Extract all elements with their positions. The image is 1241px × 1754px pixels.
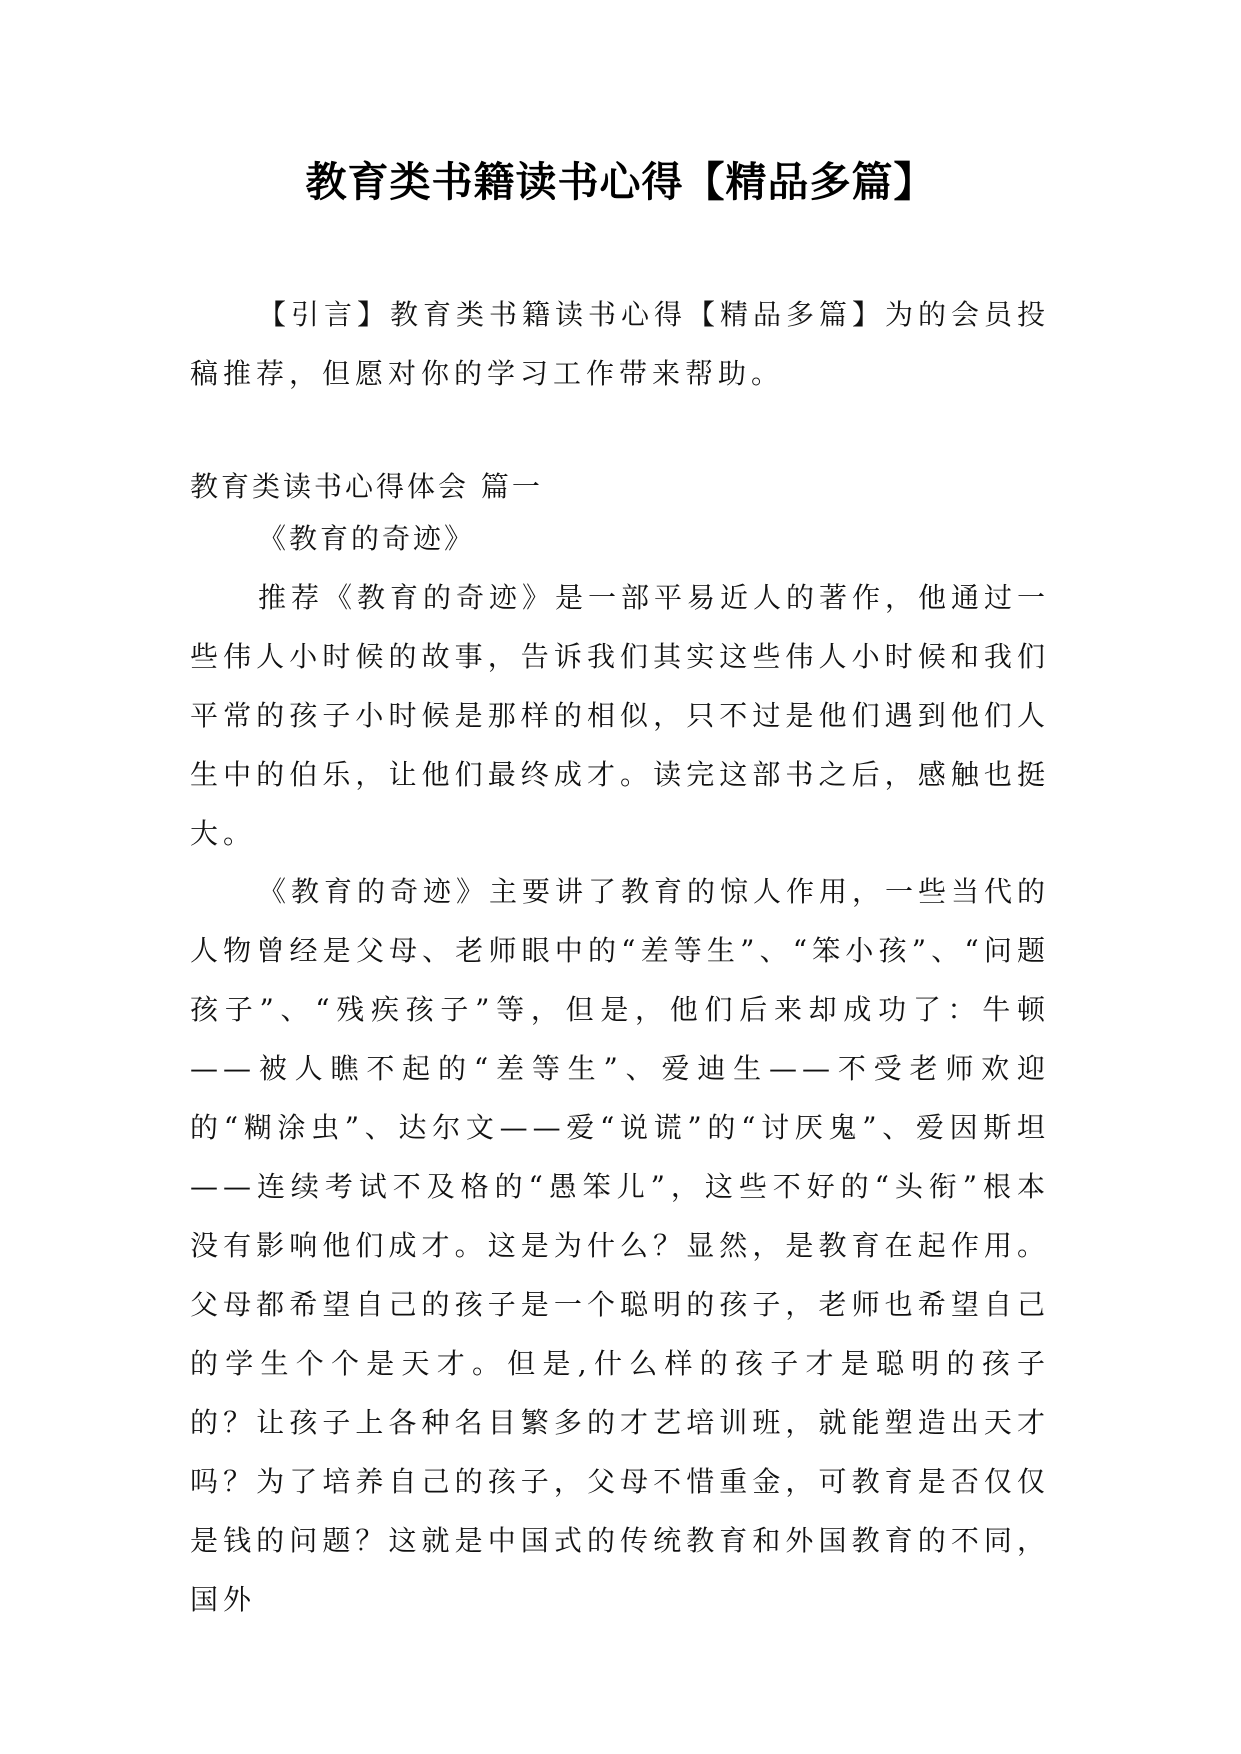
intro-paragraph: 【引言】教育类书籍读书心得【精品多篇】为的会员投稿推荐，但愿对你的学习工作带来帮助。 [190, 298, 1051, 390]
body-paragraph: 推荐《教育的奇迹》是一部平易近人的著作，他通过一些伟人小时候的故事，告诉我们其实这些伟人小时候和我们平常的孩子小时候是那样的相似，只不过是他们遇到他们人生中的伯乐，让他们最终成才。读完这部书之后，感触也挺大。 [190, 581, 1051, 850]
book-title: 《教育的奇迹》 [258, 522, 476, 555]
body-paragraph: 《教育的奇迹》主要讲了教育的惊人作用，一些当代的人物曾经是父母、老师眼中的“差等生”、“笨小孩”、“问题孩子”、“残疾孩子”等，但是，他们后来却成功了：牛顿——被人瞧不起的“差等生”、爱迪生——不受老师欢迎的“糊涂虫”、达尔文——爱“说谎”的“讨厌鬼”、爱因斯坦——连续考试不及格的“愚笨儿”，这些不好的“头衔”根本没有影响他们成才。这是为什么？显然，是教育在起作用。父母都希望自己的孩子是一个聪明的孩子，老师也希望自己的学生个个是天才。但是,什么样的孩子才是聪明的孩子的？让孩子上各种名目繁多的才艺培训班，就能塑造出天才吗？为了培养自己的孩子，父母不惜重金，可教育是否仅仅是钱的问题？这就是中国式的传统教育和外国教育的不同，国外 [190, 875, 1051, 1616]
document-title: 教育类书籍读书心得【精品多篇】 [305, 158, 936, 206]
section-heading: 教育类读书心得体会 篇一 [190, 470, 543, 503]
